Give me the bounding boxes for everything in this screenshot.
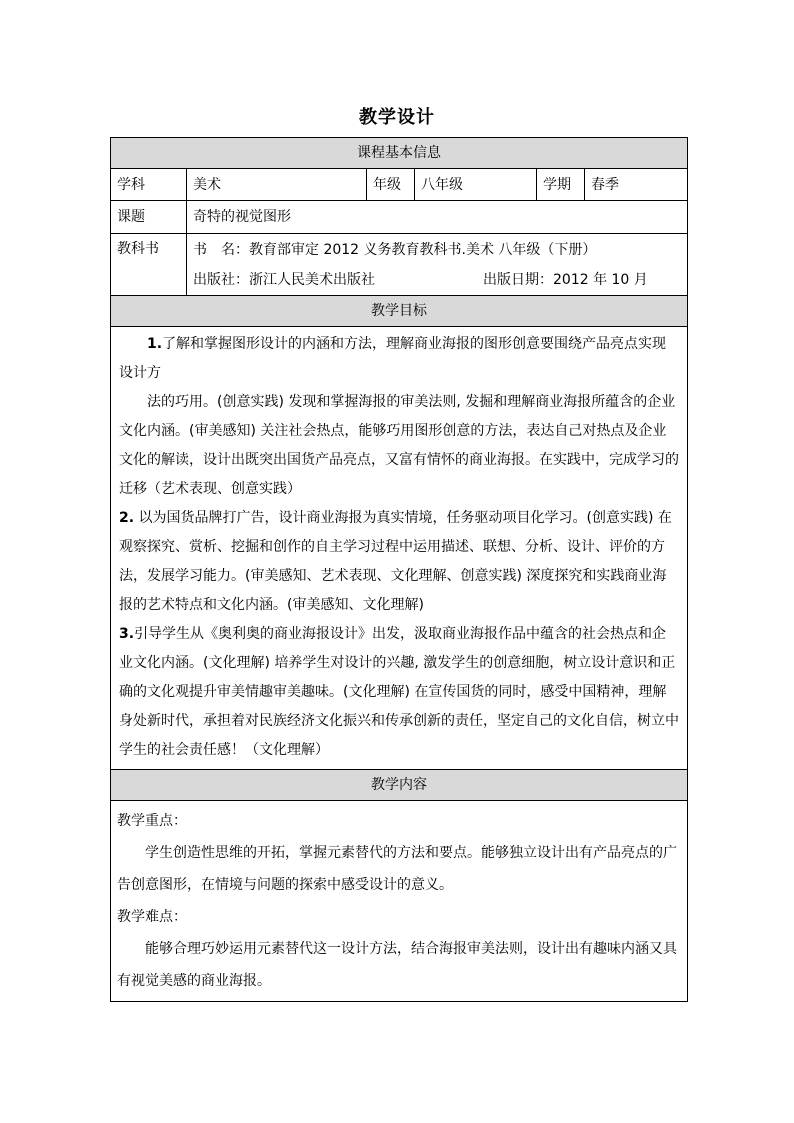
textbook-name: 书 名：教育部审定 2012 义务教育教科书.美术 八年级（下册） xyxy=(193,242,597,258)
textbook-row xyxy=(111,234,688,296)
subject-row xyxy=(111,169,688,201)
objectives-header-row xyxy=(111,296,688,327)
objective-3-tail: （文化理解） xyxy=(245,742,329,758)
objective-3-number: 3. xyxy=(119,626,135,642)
topic-row xyxy=(111,201,688,234)
grade-value: 八年级 xyxy=(415,169,537,201)
objectives-header: 教学目标 xyxy=(111,296,688,327)
content-header-row xyxy=(111,770,688,801)
basic-info-header: 课程基本信息 xyxy=(111,138,688,169)
textbook-label: 教科书 xyxy=(111,234,187,296)
topic-label: 课题 xyxy=(111,201,187,234)
objective-1-first-text: 了解和掌握图形设计的内涵和方法，理解商业海报的图形创意要围绕产品亮点实现设计方 xyxy=(119,336,667,381)
content-body xyxy=(111,801,688,1002)
key-points-text: 学生创造性思维的开拓，掌握元素替代的方法和要点。能够独立设计出有产品亮点的广告创意图形，在情境与问题的探索中感受设计的意义。 xyxy=(117,845,677,893)
lesson-plan-table xyxy=(110,137,688,1002)
objective-2-number: 2. xyxy=(119,510,135,526)
textbook-info xyxy=(187,234,688,296)
objectives-row xyxy=(111,327,688,770)
objective-3 xyxy=(119,620,679,765)
term-label: 学期 xyxy=(537,169,585,201)
objectives-body xyxy=(111,327,688,770)
basic-info-header-row xyxy=(111,138,688,169)
objective-2 xyxy=(119,504,679,620)
subject-value: 美术 xyxy=(187,169,367,201)
topic-value: 奇特的视觉图形 xyxy=(187,201,688,234)
key-points-label: 教学重点： xyxy=(117,813,187,829)
objective-1-rest: 法的巧用。(创意实践) 发现和掌握海报的审美法则, 发掘和理解商业海报所蕴含的企业文化内涵。(审美感知) 关注社会热点，能够巧用图形创意的方法，表达自己对热点及企业文化的解读，设计出既突出国货产品亮点，又富有情怀的商业海报。在实践中，完成学习的迁移（艺术表现、创意实践） xyxy=(119,394,679,497)
textbook-publish-date: 出版日期：2012 年 10 月 xyxy=(483,272,648,288)
textbook-publish-line xyxy=(193,265,681,295)
term-value: 春季 xyxy=(585,169,688,201)
grade-label: 年级 xyxy=(367,169,415,201)
objective-1-number: 1. xyxy=(147,336,163,352)
difficult-points-text: 能够合理巧妙运用元素替代这一设计方法，结合海报审美法则，设计出有趣味内涵又具有视觉美感的商业海报。 xyxy=(117,941,677,989)
objective-2-text: 以为国货品牌打广告，设计商业海报为真实情境，任务驱动项目化学习。(创意实践) 在观察探究、赏析、挖掘和创作的自主学习过程中运用描述、联想、分析、设计、评价的方法，发展学习能力。(审美感知、艺术表现、文化理解、创意实践) 深度探究和实践商业海报的艺术特点和文化内涵。(审美感知、文化理解) xyxy=(119,510,672,613)
objective-3-text: 引导学生从《奥利奥的商业海报设计》出发，汲取商业海报作品中蕴含的社会热点和企业文化内涵。(文化理解) 培养学生对设计的兴趣, 激发学生的创意细胞，树立设计意识和正确的文化观提升审美情趣审美趣味。(文化理解) 在宣传国货的同时，感受中国精神，理解身处新时代，承担着对民族经济文化振兴和传承创新的责任，坚定自己的文化自信，树立中学生的社会责任感！ xyxy=(119,626,679,758)
difficult-points-label: 教学难点： xyxy=(117,909,187,925)
subject-label: 学科 xyxy=(111,169,187,201)
content-header: 教学内容 xyxy=(111,770,688,801)
objective-1-first xyxy=(119,330,679,388)
document-title: 教学设计 xyxy=(359,107,435,128)
content-row xyxy=(111,801,688,1002)
textbook-publisher: 出版社：浙江人民美术出版社 xyxy=(193,272,375,288)
